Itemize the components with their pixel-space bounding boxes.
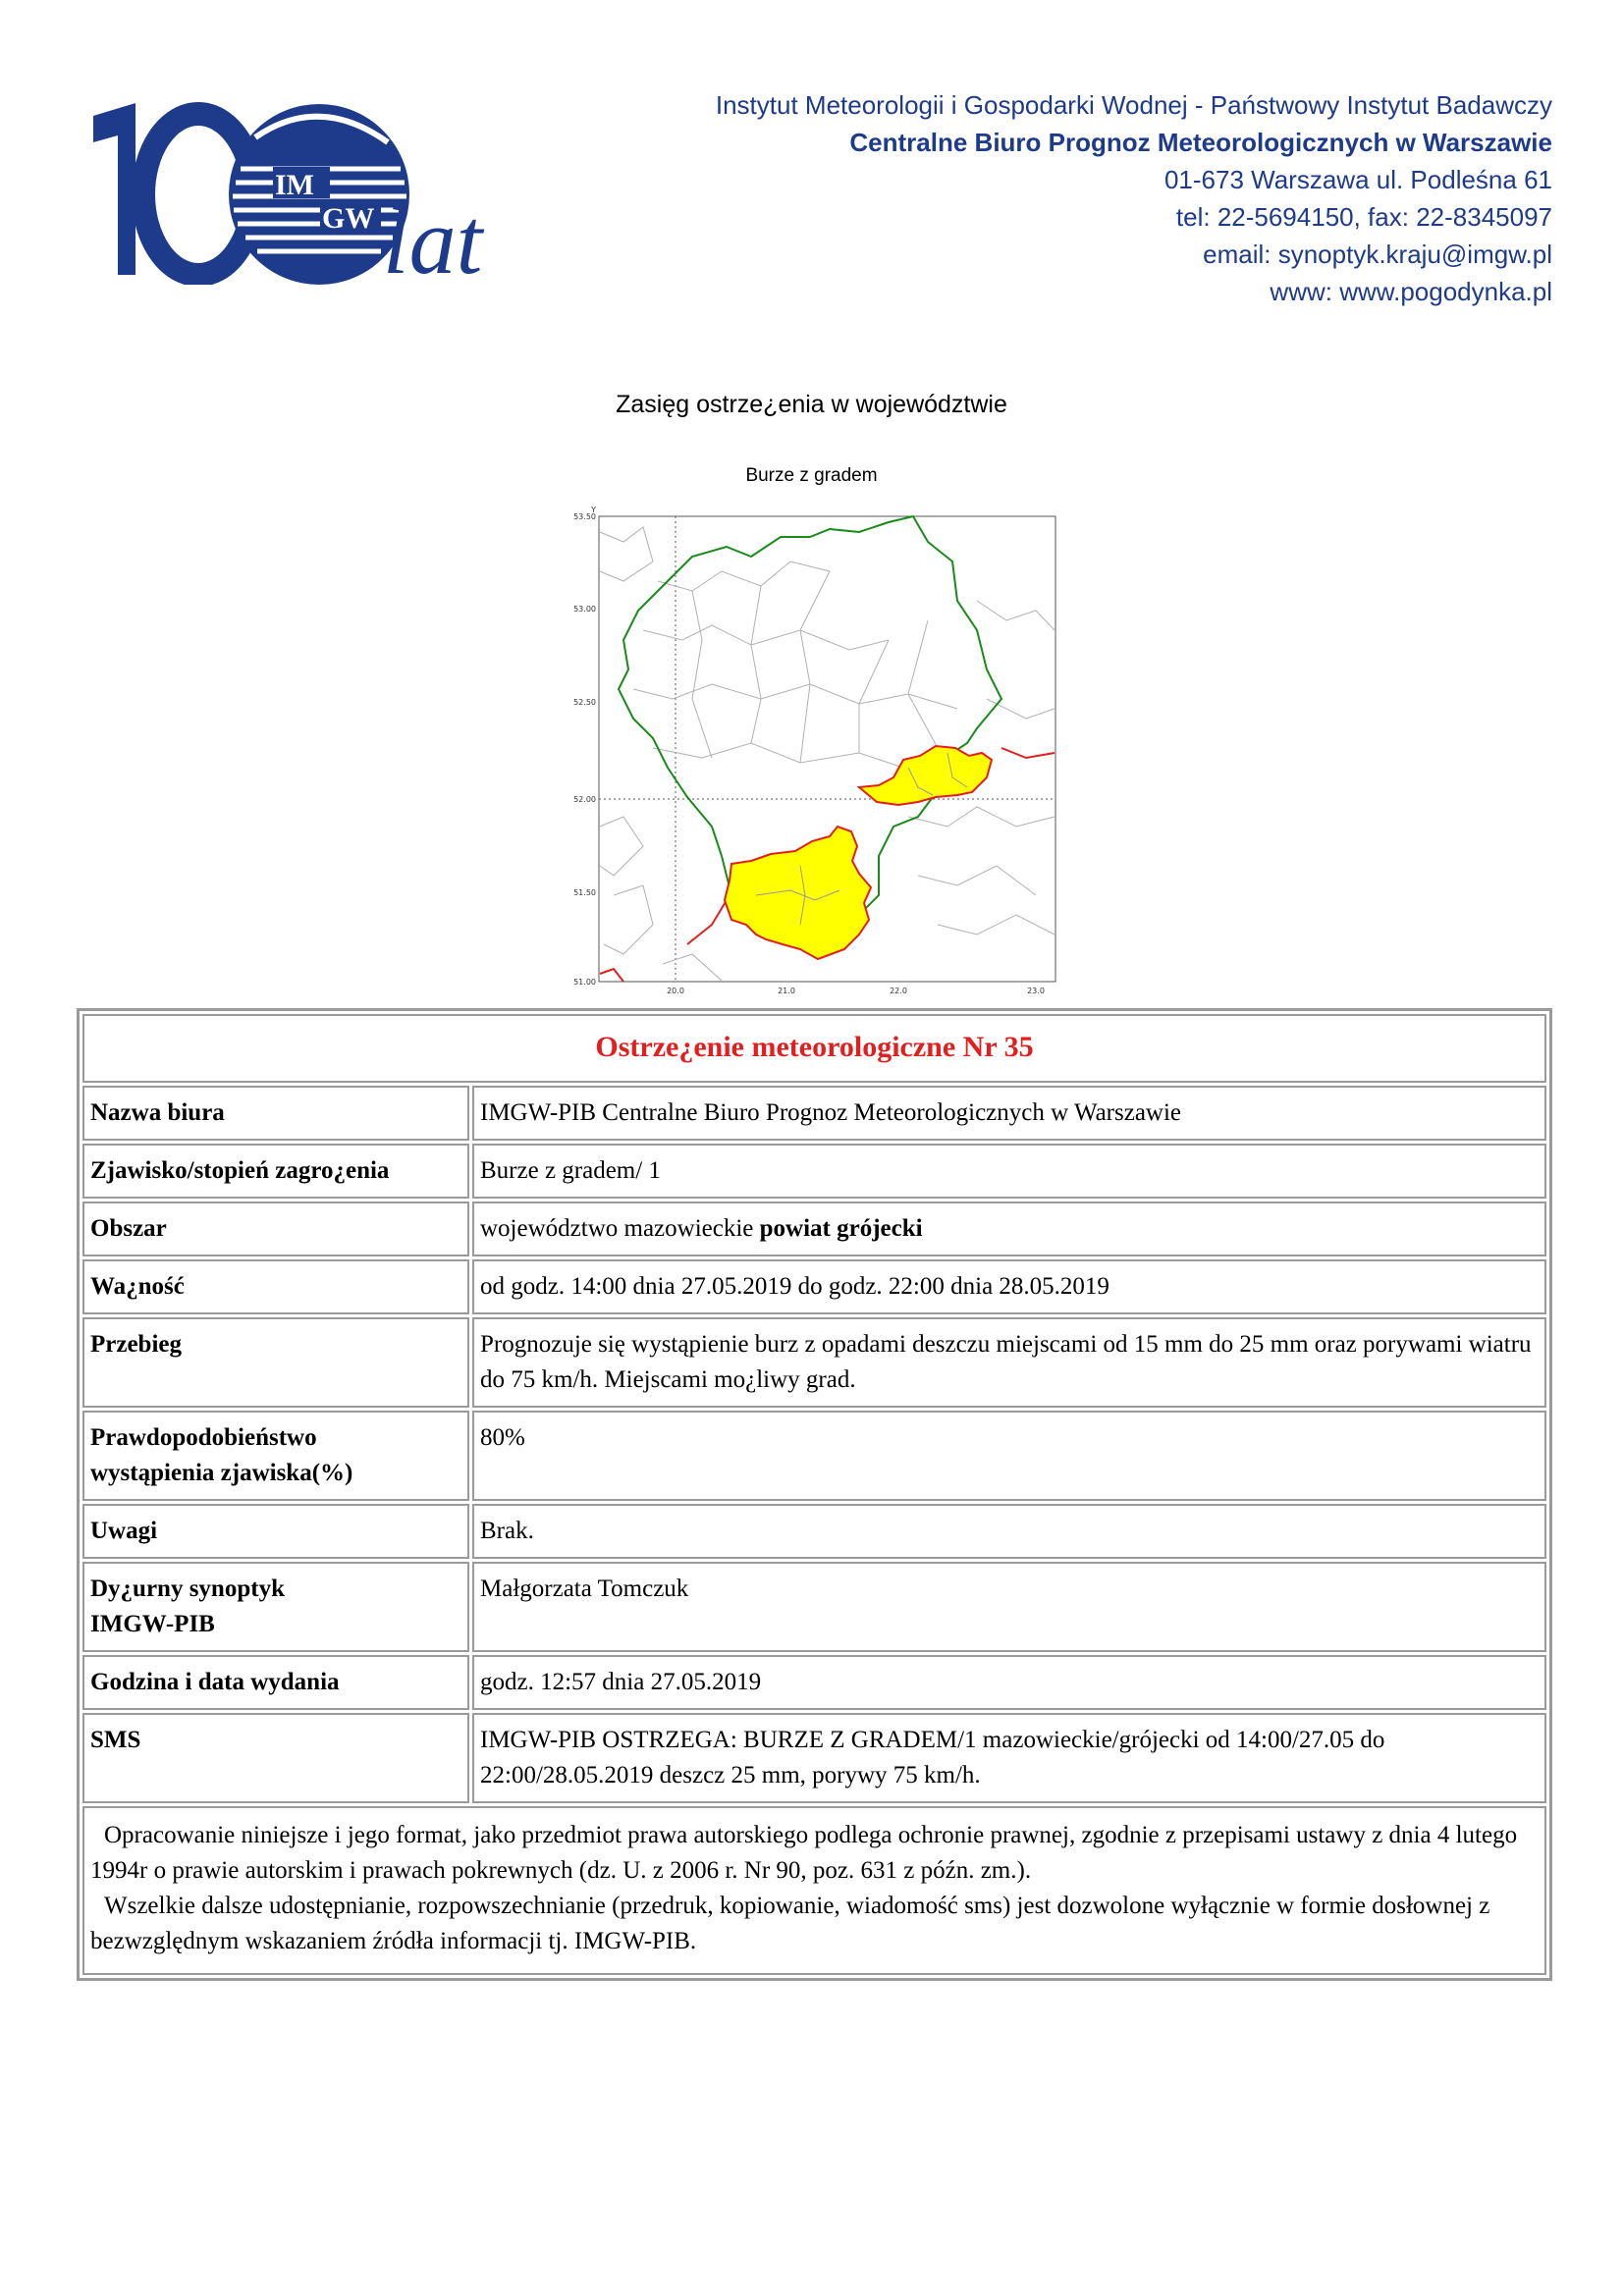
table-row — [82, 1411, 1546, 1501]
y-tick-label: 53.00 — [573, 605, 596, 614]
row-value — [472, 1201, 1546, 1256]
x-tick-label: 22.0 — [890, 987, 907, 995]
map-title: Zasięg ostrze¿enia w województwie — [616, 391, 1007, 418]
row-label — [82, 1411, 469, 1501]
table-row — [82, 1713, 1546, 1803]
row-value: IMGW-PIB Centralne Biuro Prognoz Meteorologicznych w Warszawie — [472, 1086, 1546, 1141]
row-value: Brak. — [472, 1504, 1546, 1559]
row-label: Obszar — [82, 1201, 469, 1256]
email: email: synoptyk.kraju@imgw.pl — [1203, 240, 1552, 269]
svg-text:lat: lat — [383, 188, 483, 285]
copyright-paragraph: Opracowanie niniejsze i jego format, jako przedmiot prawa autorskiego podlega ochronie prawnej, zgodnie z przepisami ustawy z dnia 4 lutego 1994r o prawie autorskim i prawach pokrewnych (dz. U. z 2006 r. Nr 90, poz. 631 z późn. zm.). — [90, 1822, 1518, 1884]
map-subtitle: Burze z gradem — [745, 465, 878, 486]
address: 01-673 Warszawa ul. Podleśna 61 — [1163, 165, 1552, 194]
row-value: godz. 12:57 dnia 27.05.2019 — [472, 1655, 1546, 1710]
area-voivodeship: województwo mazowieckie — [480, 1215, 760, 1242]
row-value: od godz. 14:00 dnia 27.05.2019 do godz. 22:00 dnia 28.05.2019 — [472, 1259, 1546, 1314]
row-label-line: Dy¿urny synoptyk — [90, 1575, 285, 1602]
y-tick-label: 52.50 — [573, 698, 596, 707]
copyright-paragraph: Wszelkie dalsze udostępnianie, rozpowszechnianie (przedruk, kopiowanie, wiadomość sms) jest dozwolone wyłącznie w formie dosłownej z bezwzględnym wskazaniem źródła informacji tj. IMGW-PIB. — [90, 1893, 1490, 1954]
institute-name: Instytut Meteorologii i Gospodarki Wodnej - Państwowy Instytut Badawczy — [715, 90, 1552, 120]
copyright-notice — [82, 1806, 1546, 1975]
y-axis-label: Y — [591, 506, 596, 514]
x-tick-label: 21.0 — [778, 987, 795, 995]
institute-header — [716, 86, 1552, 310]
row-value: Prognozuje się wystąpienie burz z opadami deszczu miejscami od 15 mm do 25 mm oraz porywami wiatru do 75 km/h. Miejscami mo¿liwy grad. — [472, 1317, 1546, 1408]
row-label: Wa¿ność — [82, 1259, 469, 1314]
warning-table — [77, 1008, 1552, 1981]
table-row — [82, 1504, 1546, 1559]
x-tick-label: 20.0 — [667, 987, 684, 995]
table-row — [82, 1201, 1546, 1256]
row-label: SMS — [82, 1713, 469, 1803]
row-value: 80% — [472, 1411, 1546, 1501]
row-value: IMGW-PIB OSTRZEGA: BURZE Z GRADEM/1 mazowieckie/grójecki od 14:00/27.05 do 22:00/28.05.2019 deszcz 25 mm, porywy 75 km/h. — [472, 1713, 1546, 1803]
y-tick-label: 53.50 — [573, 512, 596, 521]
table-row — [82, 1086, 1546, 1141]
y-tick-label: 51.00 — [573, 978, 596, 987]
y-tick-label: 51.50 — [573, 888, 596, 897]
row-label-line: IMGW-PIB — [90, 1611, 215, 1637]
phone-fax: tel: 22-5694150, fax: 22-8345097 — [1175, 202, 1552, 232]
table-row — [82, 1259, 1546, 1314]
y-tick-label: 52.00 — [573, 795, 596, 804]
warning-title: Ostrze¿enie meteorologiczne Nr 35 — [82, 1014, 1546, 1083]
table-row — [82, 1655, 1546, 1710]
row-label: Przebieg — [82, 1317, 469, 1408]
row-value: Burze z gradem/ 1 — [472, 1144, 1546, 1199]
row-label: Uwagi — [82, 1504, 469, 1559]
x-tick-label: 23.0 — [1027, 987, 1045, 995]
row-label-line: Prawdopodobieństwo — [90, 1424, 317, 1451]
svg-text:IM: IM — [275, 169, 314, 201]
table-row — [82, 1144, 1546, 1199]
row-label: Nazwa biura — [82, 1086, 469, 1141]
table-row — [82, 1562, 1546, 1652]
row-label — [82, 1562, 469, 1652]
office-name: Centralne Biuro Prognoz Meteorologicznych w Warszawie — [849, 128, 1552, 157]
svg-text:GW: GW — [322, 202, 375, 235]
row-label: Godzina i data wydania — [82, 1655, 469, 1710]
row-value: Małgorzata Tomczuk — [472, 1562, 1546, 1652]
website: www: www.pogodynka.pl — [1270, 277, 1552, 306]
imgw-100-lat-logo — [88, 98, 501, 285]
area-county: powiat grójecki — [759, 1215, 923, 1242]
row-label-line: wystąpienia zjawiska(%) — [90, 1460, 353, 1486]
warning-area-map — [565, 503, 1065, 1003]
row-label: Zjawisko/stopień zagro¿enia — [82, 1144, 469, 1199]
table-row — [82, 1317, 1546, 1408]
